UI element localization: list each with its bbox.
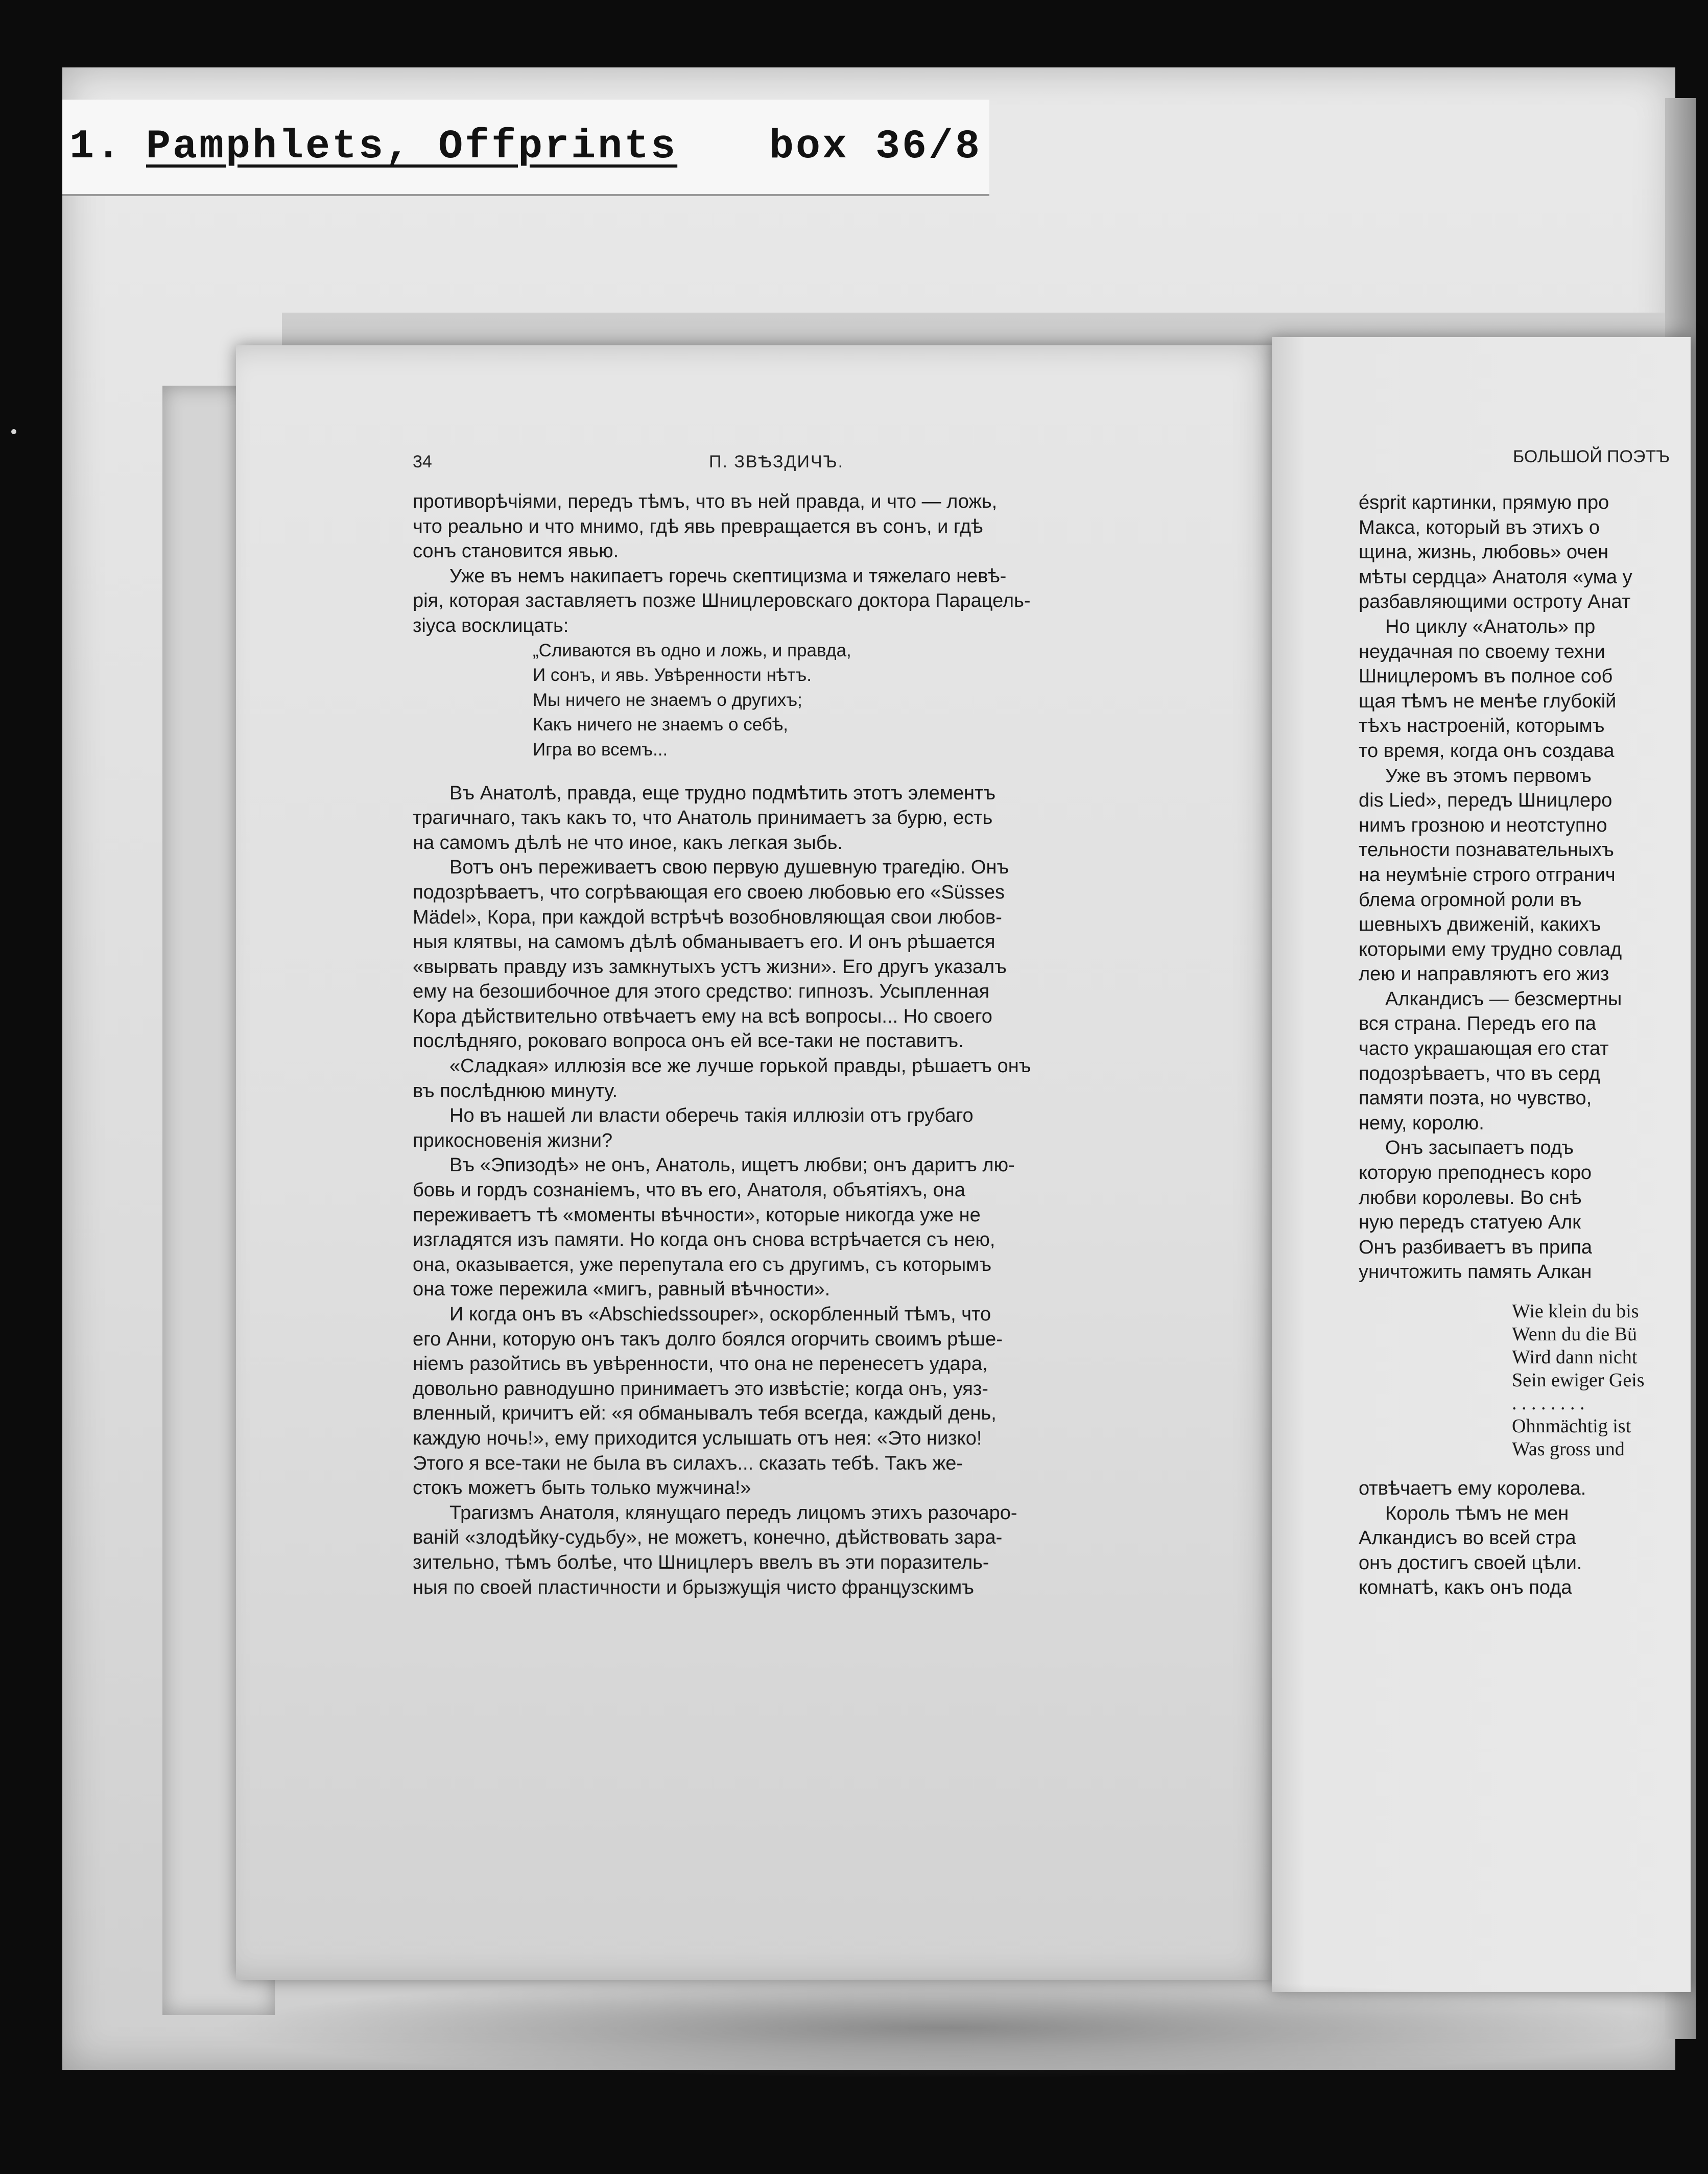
text-line: довольно равнодушно принимаетъ это извѣстіе; когда онъ, уяз- [413,1378,988,1400]
text-line: нему, королю. [1359,1112,1484,1134]
text-line: Въ «Эпизодѣ» не онъ, Анатоль, ищетъ любви; онъ даритъ лю- [449,1154,1015,1176]
text-line: Этого я все-таки не была въ силахъ... сказать тебѣ. Такъ же- [413,1452,963,1474]
text-line: уничтожить память Алкан [1359,1261,1592,1283]
text-line: ваній «злодѣйку-судьбу», не можетъ, конечно, дѣйствовать зара- [413,1527,1003,1549]
text-line: Трагизмъ Анатоля, клянущаго передъ лицомъ этихъ разочаро- [449,1502,1017,1524]
text-line: что реально и что мнимо, гдѣ явь превращается въ сонъ, и гдѣ [413,515,983,537]
text-line: Уже въ немъ накипаетъ горечь скептицизма и тяжелаго невѣ- [449,565,1007,587]
verse-line: Wie klein du bis [1512,1301,1639,1322]
text-line: Вотъ онъ переживаетъ свою первую душевную трагедію. Онъ [449,857,1009,879]
text-line: щая тѣмъ не менѣе глубокій [1359,690,1617,712]
text-line: Онъ разбиваетъ въ припа [1359,1236,1593,1258]
text-line: щина, жизнь, любовь» очен [1359,541,1609,563]
text-line: Кора дѣйствительно отвѣчаетъ ему на всѣ вопросы... Но своего [413,1005,992,1027]
text-line: тѣхъ настроеній, которымъ [1359,715,1605,737]
text-line: Алкандисъ во всей стра [1359,1527,1576,1549]
text-line: Шницлеромъ въ полное соб [1359,666,1613,688]
verse-line: Sein ewiger Geis [1512,1369,1645,1391]
text-line: на самомъ дѣлѣ не что иное, какъ легкая зыбь. [413,832,843,854]
label-number: 1. [69,124,123,170]
text-line: она, оказывается, уже перепутала его съ другимъ, съ которымъ [413,1254,992,1275]
text-line: ную передъ статуею Алк [1359,1212,1581,1234]
verse-line: Wenn du die Bü [1512,1324,1637,1345]
text-line: подозрѣваетъ, что согрѣвающая его своею любовью его «Süsses [413,881,1005,903]
text-line: тельности познавательныхъ [1359,839,1614,861]
verse-line: Wird dann nicht [1512,1346,1638,1368]
verse-line: И сонъ, и явь. Увѣренности нѣтъ. [533,665,812,686]
verse-line: „Сливаются въ одно и ложь, и правда, [533,640,851,660]
verse-line: Какъ ничего не знаемъ о себѣ, [533,715,788,735]
text-line: сонъ становится явью. [413,540,619,562]
verse-line: . . . . . . . . [1512,1392,1585,1414]
right-running-head: БОЛЬШОЙ ПОЭТЪ [1513,447,1670,466]
verse-line: Ohnmächtig ist [1512,1415,1631,1437]
verse-line: Игра во всемъ... [533,739,668,760]
stanza-gap [413,763,1138,781]
text-line: которыми ему трудно совлад [1359,938,1622,960]
scan-shadow [215,1977,1675,2079]
scan-speck [11,429,16,434]
text-line: ему на безошибочное для этого средство: гипнозъ. Усыпленная [413,981,990,1003]
text-line: «Сладкая» иллюзія все же лучше горькой правды, рѣшаетъ онъ [449,1055,1031,1077]
text-line: Алкандисъ — безсмертны [1385,988,1622,1010]
text-line: въ послѣднюю минуту. [413,1080,618,1102]
text-line: его Анни, которую онъ такъ долго боялся огорчить своимъ рѣше- [413,1328,1003,1350]
text-line: онъ достигъ своей цѣли. [1359,1552,1582,1574]
text-line: Но въ нашей ли власти оберечь такія иллюзіи отъ грубаго [449,1105,974,1127]
text-line: трагичнаго, такъ какъ то, что Анатоль принимаетъ за бурю, есть [413,807,993,829]
text-line: нимъ грозною и неотступно [1359,814,1607,836]
text-line: подозрѣваетъ, что въ серд [1359,1062,1600,1084]
verse-line: Мы ничего не знаемъ о другихъ; [533,690,802,710]
text-line: Король тѣмъ не мен [1385,1502,1569,1524]
text-line: отвѣчаетъ ему королева. [1359,1478,1586,1499]
text-line: неудачная по своему техни [1359,641,1605,663]
stanza-gap [1359,1285,1691,1300]
text-line: Макса, который въ этихъ о [1359,516,1600,538]
label-title: Pamphlets, Offprints [146,124,678,170]
text-line: dis Lied», передъ Шницлеро [1359,790,1612,812]
text-line: И когда онъ въ «Abschiedssouper», оскорбленный тѣмъ, что [449,1304,991,1325]
text-line: разбавляющими остроту Анат [1359,591,1631,613]
text-line: бовь и гордъ сознаніемъ, что въ его, Анатоля, объятіяхъ, она [413,1179,965,1201]
text-line: каждую ночь!», ему приходится услышать отъ нея: «Это низко! [413,1427,982,1449]
archive-label [62,100,989,196]
right-page [1272,337,1691,1992]
text-line: «вырвать правду изъ замкнутыхъ устъ жизни». Его другъ указалъ [413,956,1007,978]
text-line: прикосновенія жизни? [413,1129,613,1151]
text-line: зіуса восклицать: [413,615,569,636]
text-line: которую преподнесъ коро [1359,1162,1592,1184]
left-page-text [413,489,1138,1600]
text-line: ніемъ разойтись въ увѣренности, что она не перенесетъ удара, [413,1353,988,1375]
text-line: комнатѣ, какъ онъ пода [1359,1577,1572,1599]
text-line: зительно, тѣмъ болѣе, что Шницлеръ ввелъ въ эти поразитель- [413,1551,989,1573]
text-line: памяти поэта, но чувство, [1359,1088,1592,1109]
text-line: любви королевы. Во снѣ [1359,1187,1582,1209]
author-head: П. ЗВѢЗДИЧЪ. [709,452,844,471]
text-line: вленный, кричитъ ей: «я обманывалъ тебя всегда, каждый день, [413,1403,997,1425]
text-line: ныя клятвы, на самомъ дѣлѣ обманываетъ его. И онъ рѣшается [413,931,995,953]
text-line: лею и направляютъ его жиз [1359,963,1609,985]
text-line: шевныхъ движеній, какихъ [1359,914,1601,936]
text-line: блема огромной роли въ [1359,889,1582,911]
text-line: часто украшающая его стат [1359,1038,1609,1060]
text-line: рія, которая заставляетъ позже Шницлеровскаго доктора Парацель- [413,590,1031,612]
verse-line: Was gross und [1512,1438,1625,1460]
text-line: противорѣчіями, передъ тѣмъ, что въ ней правда, и что — ложь, [413,491,998,512]
text-line: ésprit картинки, прямую про [1359,492,1609,513]
text-line: послѣдняго, роковаго вопроса онъ ей все-таки не поставитъ. [413,1030,964,1052]
text-line: переживаетъ тѣ «моменты вѣчности», которые никогда уже не [413,1204,981,1226]
text-line: Mädel», Кора, при каждой встрѣчѣ возобновляющая свои любов- [413,906,1002,928]
text-line: Онъ засыпаетъ подъ [1385,1137,1574,1159]
text-line: Въ Анатолѣ, правда, еще трудно подмѣтить этотъ элементъ [449,782,996,804]
page-number: 34 [413,452,432,471]
text-line: изгладятся изъ памяти. Но когда онъ снова встрѣчается съ нею, [413,1229,995,1251]
text-line: то время, когда онъ создава [1359,740,1615,762]
text-line: вся страна. Передъ его па [1359,1013,1596,1035]
text-line: она тоже пережила «мигъ, равный вѣчности». [413,1279,831,1301]
label-box: box 36/8 [769,124,982,170]
text-line: стокъ можетъ быть только мужчина!» [413,1477,751,1499]
text-line: мѣты сердца» Анатоля «ума у [1359,566,1632,588]
text-line: Уже въ этомъ первомъ [1385,765,1592,787]
right-page-text [1359,490,1691,1600]
text-line: ныя по своей пластичности и брызжущія чисто французскимъ [413,1576,974,1598]
text-line: Но циклу «Анатоль» пр [1385,616,1596,637]
left-running-head [413,452,1138,478]
text-line: на неумѣніе строго отгранич [1359,864,1616,886]
stanza-gap [1359,1461,1691,1476]
